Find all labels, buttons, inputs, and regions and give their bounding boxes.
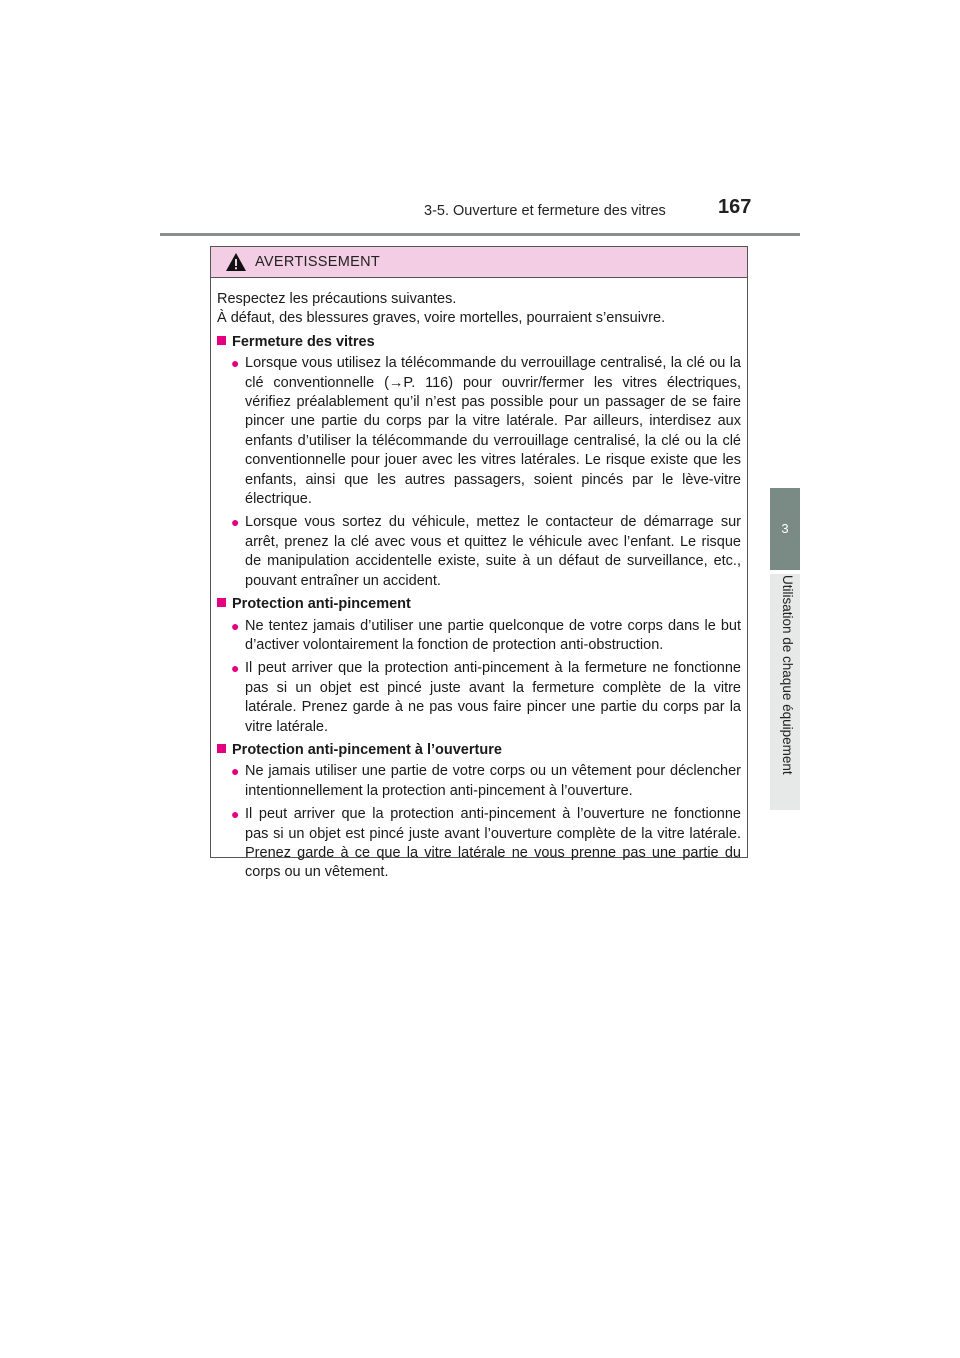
list-item: [217, 354, 741, 509]
warning-intro-line: À défaut, des blessures graves, voire mortelles, pourraient s’ensuivre.: [217, 310, 666, 327]
section-title: 3-5. Ouverture et fermeture des vitres: [424, 203, 666, 219]
list-item: [217, 762, 741, 801]
warning-header: [211, 247, 747, 278]
list-item: [217, 617, 741, 656]
round-bullet-icon: ●: [231, 355, 240, 372]
list-item-text: Lorsque vous sortez du véhicule, mettez le contacteur de démarrage sur arrêt, prenez la clé avec vous et quittez le véhicule avec l’enfant. Le risque de manipulation accidentelle existe, suite à un défaut de surveillance, etc., pouvant entraîner un accident.: [245, 514, 741, 589]
list-item-text: Il peut arriver que la protection anti-pincement à l’ouverture ne fonctionne pas si un objet est pincé juste avant l’ouverture complète de la vitre latérale. Prenez garde à ce que la vitre latérale ne vous prenne pas une partie du corps ou un vêtement.: [245, 806, 741, 881]
section-heading: [217, 333, 741, 352]
round-bullet-icon: ●: [231, 763, 240, 780]
round-bullet-icon: ●: [231, 660, 240, 677]
list-item-text: Il peut arriver que la protection anti-pincement à la fermeture ne fonctionne pas si un objet est pincé juste avant la fermeture complète de la vitre latérale. Prenez garde à ne pas vous faire pincer une partie du corps par la vitre latérale.: [245, 660, 741, 735]
square-bullet-icon: [217, 744, 226, 753]
round-bullet-icon: ●: [231, 514, 240, 531]
list-item-text: Ne jamais utiliser une partie de votre corps ou un vêtement pour déclencher intentionnellement la protection anti-pincement à l’ouverture.: [245, 763, 741, 799]
list-item-text: Ne tentez jamais d’utiliser une partie quelconque de votre corps dans le but d’activer volontairement la fonction de protection anti-obstruction.: [245, 617, 741, 653]
section-window-closing: [217, 333, 741, 591]
chapter-number: 3: [781, 521, 789, 536]
list-item: [217, 805, 741, 883]
chapter-title: Utilisation de chaque équipement: [780, 575, 795, 775]
list-item: [217, 659, 741, 737]
square-bullet-icon: [217, 598, 226, 607]
section-anti-pinch: [217, 595, 741, 737]
section-heading: [217, 595, 741, 614]
section-heading: [217, 741, 741, 760]
warning-intro-line: Respectez les précautions suivantes.: [217, 291, 457, 307]
section-heading-text: Protection anti-pincement: [232, 596, 411, 613]
square-bullet-icon: [217, 336, 226, 345]
section-heading-text: Protection anti-pincement à l’ouverture: [232, 741, 502, 758]
section-anti-pinch-opening: [217, 741, 741, 883]
round-bullet-icon: ●: [231, 806, 240, 823]
list-item-text: Lorsque vous utilisez la télécommande du verrouillage centralisé, la clé ou la clé conventionnelle (→P. 116) pour ouvrir/fermer les vitres électriques, vérifiez préalablement qu’il n’est pas possible pour un passager de se faire pincer une partie du corps par la vitre latérale. Par ailleurs, interdisez aux enfants d’utiliser la télécommande du verrouillage centralisé, la clé ou la clé conventionnelle pour jouer avec les vitres latérales. Le risque existe que les enfants, ainsi que les autres passagers, soient pincés par le lève-vitre électrique.: [245, 355, 741, 508]
list-item: [217, 513, 741, 591]
warning-triangle-icon: [225, 252, 247, 272]
warning-title: AVERTISSEMENT: [255, 254, 381, 270]
warning-body: [211, 278, 747, 897]
header-rule: [160, 233, 800, 236]
chapter-tab: [770, 488, 800, 570]
section-heading-text: Fermeture des vitres: [232, 333, 375, 350]
round-bullet-icon: ●: [231, 617, 240, 634]
warning-box: [210, 246, 748, 881]
page-number: 167: [718, 196, 752, 218]
